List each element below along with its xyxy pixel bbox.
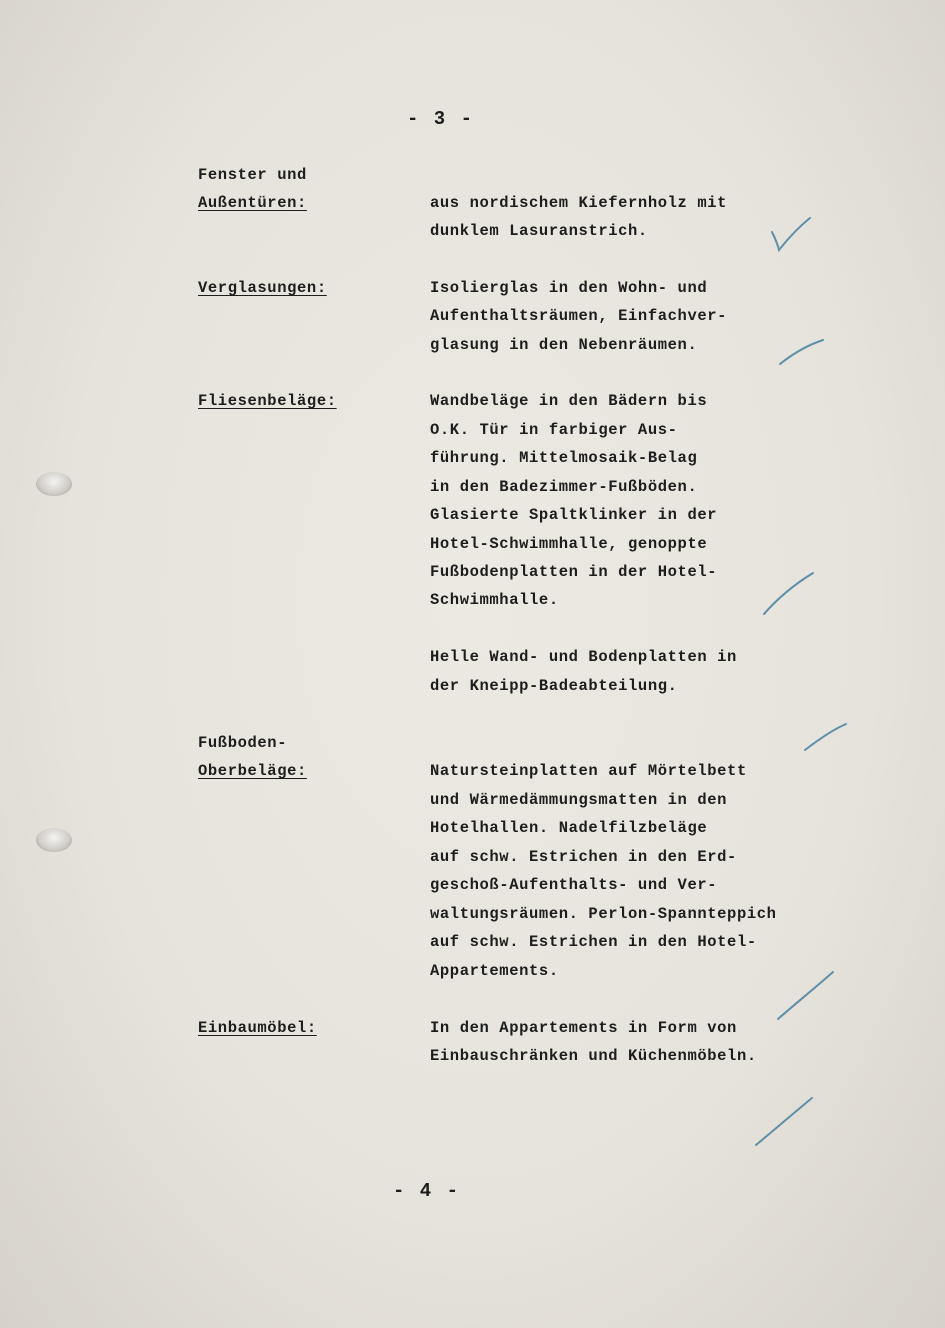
section-text-line: glasung in den Nebenräumen.	[430, 336, 698, 354]
section-text-line: Glasierte Spaltklinker in der	[430, 506, 718, 524]
section-text-line: Appartements.	[430, 962, 559, 980]
section-text-line: Hotel-Schwimmhalle, genoppte	[430, 535, 708, 553]
section-text-line: dunklem Lasuranstrich.	[430, 222, 648, 240]
section-label: Einbaumöbel:	[198, 1019, 317, 1037]
section-text-line: führung. Mittelmosaik-Belag	[430, 449, 698, 467]
page-number-top: - 3 -	[407, 108, 475, 130]
section-label: Verglasungen:	[198, 279, 327, 297]
section-text-line: Fußbodenplatten in der Hotel-	[430, 563, 718, 581]
section-text-line: auf schw. Estrichen in den Erd-	[430, 848, 737, 866]
section-text-line: In den Appartements in Form von	[430, 1019, 737, 1037]
check-mark-icon	[780, 340, 823, 364]
section-text-line: Einbauschränken und Küchenmöbeln.	[430, 1047, 757, 1065]
section-text-line: auf schw. Estrichen in den Hotel-	[430, 933, 757, 951]
section-label: Oberbeläge:	[198, 762, 307, 780]
section-label: Fliesenbeläge:	[198, 392, 337, 410]
section-text-line: Isolierglas in den Wohn- und	[430, 279, 708, 297]
section-text-line: Natursteinplatten auf Mörtelbett	[430, 762, 747, 780]
section-text-line: Hotelhallen. Nadelfilzbeläge	[430, 819, 708, 837]
check-mark-icon	[756, 1098, 812, 1145]
section-text-line: Wandbeläge in den Bädern bis	[430, 392, 708, 410]
section-text-line: Aufenthaltsräumen, Einfachver-	[430, 307, 728, 325]
section-text-line: aus nordischem Kiefernholz mit	[430, 194, 728, 212]
check-mark-icon	[805, 724, 846, 750]
check-mark-icon	[778, 972, 833, 1019]
section-label: Fenster und	[198, 166, 307, 184]
section-label: Fußboden-	[198, 734, 288, 752]
section-text-line: O.K. Tür in farbiger Aus-	[430, 421, 678, 439]
section-text-line: Schwimmhalle.	[430, 591, 559, 609]
section-text-line: Helle Wand- und Bodenplatten in	[430, 648, 737, 666]
section-text-line: der Kneipp-Badeabteilung.	[430, 677, 678, 695]
page-number-bottom: - 4 -	[393, 1180, 461, 1202]
check-mark-icon	[772, 218, 810, 250]
section-text-line: in den Badezimmer-Fußböden.	[430, 478, 698, 496]
section-text-line: waltungsräumen. Perlon-Spannteppich	[430, 905, 777, 923]
section-text-line: geschoß-Aufenthalts- und Ver-	[430, 876, 718, 894]
check-mark-icon	[764, 573, 813, 614]
section-text-line: und Wärmedämmungsmatten in den	[430, 791, 728, 809]
section-label: Außentüren:	[198, 194, 307, 212]
